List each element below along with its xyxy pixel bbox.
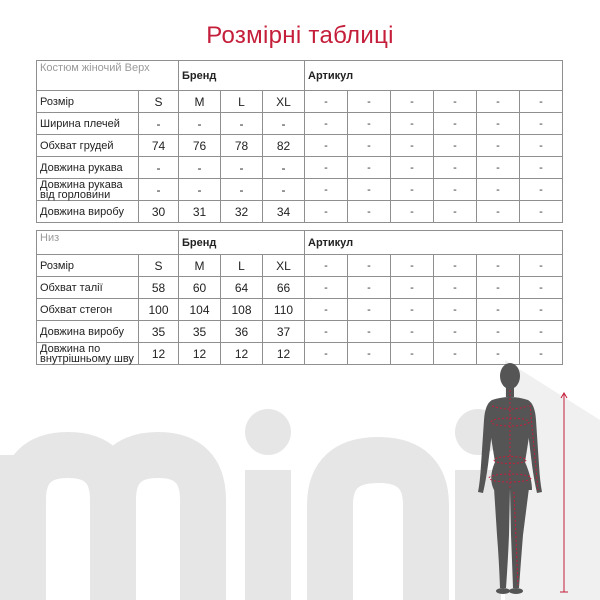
article-cell: - xyxy=(305,91,348,113)
article-cell: - xyxy=(348,299,391,321)
brand-header: Бренд xyxy=(179,61,305,91)
article-cell: - xyxy=(391,321,434,343)
size-cell: - xyxy=(139,113,179,135)
article-cell: - xyxy=(520,91,563,113)
row-label: Обхват грудей xyxy=(37,135,139,157)
size-cell: 35 xyxy=(139,321,179,343)
size-cell: - xyxy=(263,113,305,135)
top-size-table xyxy=(36,60,563,223)
article-cell: - xyxy=(477,201,520,223)
size-cell: 37 xyxy=(263,321,305,343)
row-label: Довжина виробу xyxy=(37,321,139,343)
article-cell: - xyxy=(520,255,563,277)
size-cell: L xyxy=(221,91,263,113)
article-cell: - xyxy=(477,157,520,179)
article-cell: - xyxy=(305,201,348,223)
row-label: Обхват талії xyxy=(37,277,139,299)
row-label: Довжина рукава від горловини xyxy=(37,179,139,201)
section-label: Костюм жіночий Верх xyxy=(37,61,179,91)
article-cell: - xyxy=(477,135,520,157)
size-cell: 31 xyxy=(179,201,221,223)
row-label: Довжина по внутрішньому шву xyxy=(37,343,139,365)
article-cell: - xyxy=(434,343,477,365)
row-label: Довжина виробу xyxy=(37,201,139,223)
table-row xyxy=(37,321,563,343)
size-cell: - xyxy=(179,179,221,201)
size-cell: 34 xyxy=(263,201,305,223)
size-cell: 36 xyxy=(221,321,263,343)
size-cell: 108 xyxy=(221,299,263,321)
size-cell: 58 xyxy=(139,277,179,299)
size-cell: 82 xyxy=(263,135,305,157)
size-cell: S xyxy=(139,255,179,277)
brand-header: Бренд xyxy=(179,231,305,255)
size-cell: 12 xyxy=(139,343,179,365)
article-cell: - xyxy=(391,343,434,365)
table-row xyxy=(37,201,563,223)
article-cell: - xyxy=(477,91,520,113)
article-cell: - xyxy=(520,135,563,157)
size-cell: 78 xyxy=(221,135,263,157)
article-cell: - xyxy=(520,157,563,179)
article-cell: - xyxy=(434,135,477,157)
size-cell: 12 xyxy=(221,343,263,365)
size-cell: 110 xyxy=(263,299,305,321)
article-cell: - xyxy=(391,299,434,321)
article-cell: - xyxy=(305,343,348,365)
size-cell: 76 xyxy=(179,135,221,157)
article-header: Артикул xyxy=(305,61,563,91)
article-cell: - xyxy=(391,255,434,277)
article-cell: - xyxy=(348,91,391,113)
size-cell: 30 xyxy=(139,201,179,223)
size-cell: 66 xyxy=(263,277,305,299)
article-cell: - xyxy=(305,277,348,299)
article-cell: - xyxy=(305,321,348,343)
row-label: Розмір xyxy=(37,255,139,277)
article-cell: - xyxy=(305,113,348,135)
article-cell: - xyxy=(520,343,563,365)
size-cell: M xyxy=(179,255,221,277)
article-cell: - xyxy=(305,157,348,179)
table-header-row xyxy=(37,231,563,255)
row-label: Довжина рукава xyxy=(37,157,139,179)
article-cell: - xyxy=(434,179,477,201)
table-header-row xyxy=(37,61,563,91)
article-cell: - xyxy=(391,157,434,179)
size-cell: 12 xyxy=(179,343,221,365)
size-cell: 64 xyxy=(221,277,263,299)
size-cell: - xyxy=(221,157,263,179)
table-row xyxy=(37,299,563,321)
page-title: Розмірні таблиці xyxy=(206,22,394,49)
article-cell: - xyxy=(391,91,434,113)
article-cell: - xyxy=(520,321,563,343)
article-cell: - xyxy=(305,179,348,201)
size-cell: XL xyxy=(263,255,305,277)
article-cell: - xyxy=(477,255,520,277)
article-cell: - xyxy=(348,201,391,223)
size-cell: - xyxy=(263,157,305,179)
article-cell: - xyxy=(434,277,477,299)
size-cell: 104 xyxy=(179,299,221,321)
size-cell: M xyxy=(179,91,221,113)
article-cell: - xyxy=(348,113,391,135)
article-cell: - xyxy=(520,179,563,201)
size-cell: 32 xyxy=(221,201,263,223)
article-cell: - xyxy=(391,113,434,135)
row-label: Обхват стегон xyxy=(37,299,139,321)
article-cell: - xyxy=(391,201,434,223)
article-cell: - xyxy=(520,299,563,321)
bottom-size-table xyxy=(36,230,563,365)
article-cell: - xyxy=(348,179,391,201)
article-cell: - xyxy=(434,157,477,179)
size-cell: S xyxy=(139,91,179,113)
article-cell: - xyxy=(348,321,391,343)
article-cell: - xyxy=(391,135,434,157)
article-cell: - xyxy=(305,299,348,321)
article-cell: - xyxy=(477,277,520,299)
table-row xyxy=(37,135,563,157)
article-cell: - xyxy=(434,113,477,135)
size-cell: - xyxy=(221,179,263,201)
article-cell: - xyxy=(434,91,477,113)
article-cell: - xyxy=(391,179,434,201)
mannequin-figure-illustration xyxy=(472,360,582,596)
section-label: Низ xyxy=(37,231,179,255)
table-row xyxy=(37,255,563,277)
size-cell: XL xyxy=(263,91,305,113)
size-cell: 100 xyxy=(139,299,179,321)
table-row xyxy=(37,179,563,201)
article-cell: - xyxy=(477,343,520,365)
row-label: Ширина плечей xyxy=(37,113,139,135)
article-cell: - xyxy=(348,135,391,157)
size-cell: 60 xyxy=(179,277,221,299)
table-row xyxy=(37,157,563,179)
row-label: Розмір xyxy=(37,91,139,113)
article-cell: - xyxy=(477,321,520,343)
size-cell: - xyxy=(221,113,263,135)
article-cell: - xyxy=(391,277,434,299)
table-row xyxy=(37,277,563,299)
size-cell: 74 xyxy=(139,135,179,157)
article-cell: - xyxy=(520,277,563,299)
article-cell: - xyxy=(434,255,477,277)
article-cell: - xyxy=(477,179,520,201)
article-cell: - xyxy=(434,299,477,321)
article-cell: - xyxy=(348,255,391,277)
article-cell: - xyxy=(434,321,477,343)
size-cell: - xyxy=(179,157,221,179)
article-header: Артикул xyxy=(305,231,563,255)
article-cell: - xyxy=(348,277,391,299)
size-cell: - xyxy=(263,179,305,201)
article-cell: - xyxy=(520,113,563,135)
size-cell: - xyxy=(179,113,221,135)
size-cell: 12 xyxy=(263,343,305,365)
size-cell: - xyxy=(139,179,179,201)
size-cell: - xyxy=(139,157,179,179)
article-cell: - xyxy=(477,113,520,135)
table-row xyxy=(37,113,563,135)
size-cell: L xyxy=(221,255,263,277)
table-row xyxy=(37,91,563,113)
article-cell: - xyxy=(520,201,563,223)
article-cell: - xyxy=(348,157,391,179)
article-cell: - xyxy=(348,343,391,365)
article-cell: - xyxy=(305,255,348,277)
article-cell: - xyxy=(305,135,348,157)
article-cell: - xyxy=(477,299,520,321)
article-cell: - xyxy=(434,201,477,223)
size-cell: 35 xyxy=(179,321,221,343)
